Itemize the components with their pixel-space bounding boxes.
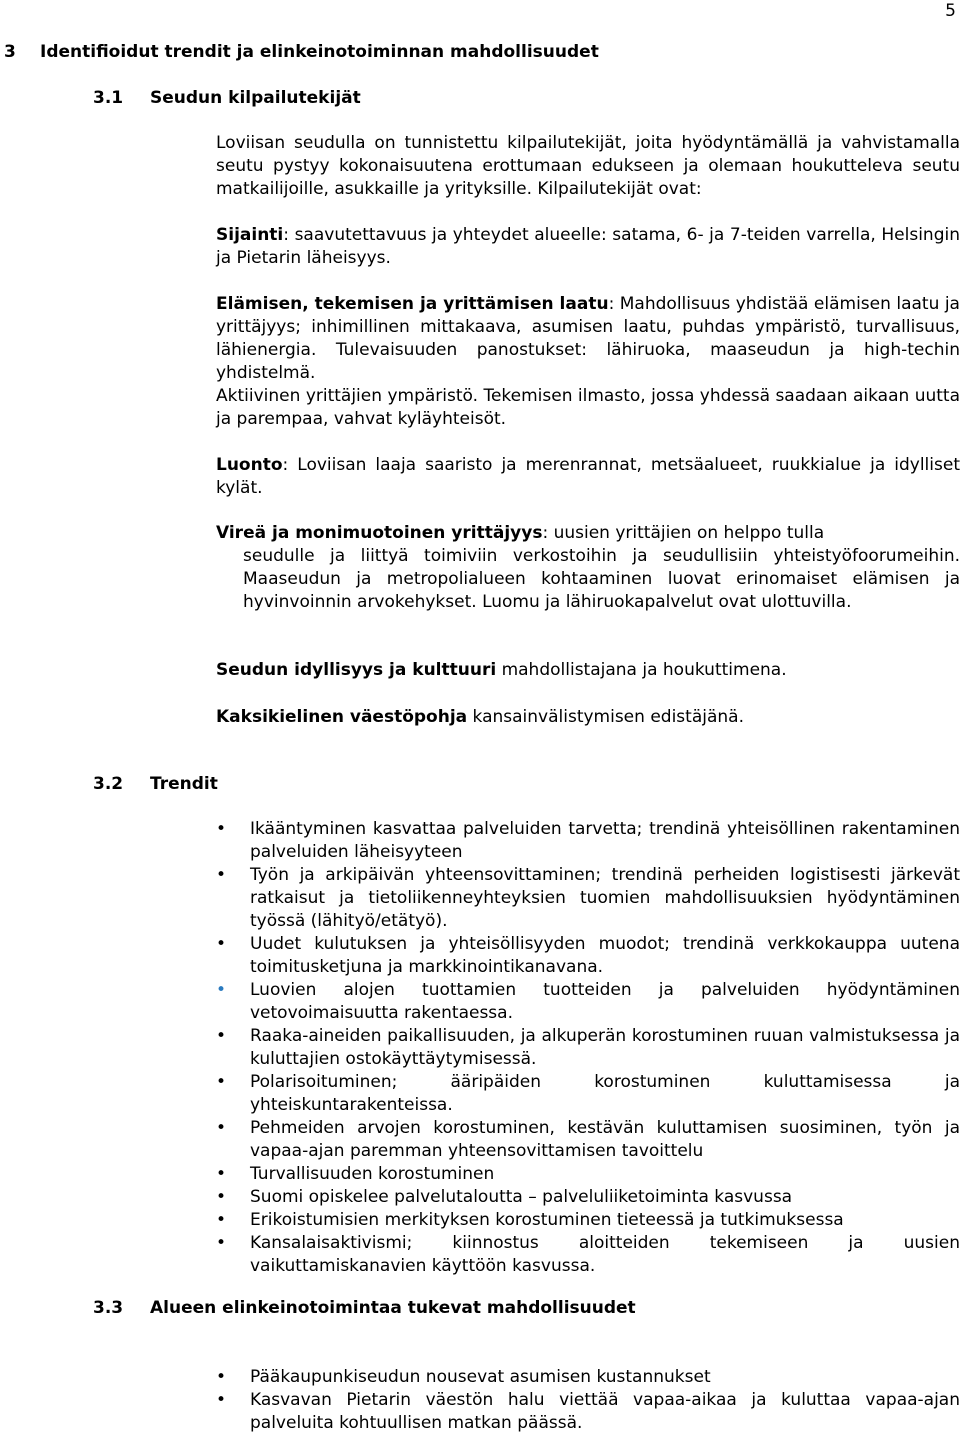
list-item: • Turvallisuuden korostuminen <box>216 1163 960 1186</box>
list-item: • Kasvavan Pietarin väestön halu viettää vapaa-aikaa ja kuluttaa vapaa-ajan palveluita kohtuullisen matkan päässä. <box>216 1389 960 1435</box>
list-item: • Erikoistumisien merkityksen korostuminen tieteessä ja tutkimuksessa <box>216 1209 960 1232</box>
section-title: Identifioidut trendit ja elinkeinotoiminnan mahdollisuudet <box>40 42 599 62</box>
sijainti-paragraph <box>216 224 960 270</box>
list-item: • Suomi opiskelee palvelutaloutta – palveluliiketoiminta kasvussa <box>216 1186 960 1209</box>
idyllisyys-paragraph <box>216 659 960 682</box>
page-number: 5 <box>945 1 956 21</box>
section-title: Trendit <box>150 774 218 794</box>
opportunity-list <box>216 1366 960 1435</box>
kaksikielinen-paragraph <box>216 706 960 729</box>
section-title: Alueen elinkeinotoimintaa tukevat mahdollisuudet <box>150 1298 636 1318</box>
list-item: • Ikääntyminen kasvattaa palveluiden tarvetta; trendinä yhteisöllinen rakentaminen palveluiden läheisyyteen <box>216 818 960 864</box>
list-item: • Kansalaisaktivismi; kiinnostus aloitteiden tekemiseen ja uusien vaikuttamiskanavien käyttöön kasvussa. <box>216 1232 960 1278</box>
luonto-label: Luonto <box>216 455 283 475</box>
virea-paragraph <box>216 522 960 614</box>
section-3-2-heading <box>93 773 218 796</box>
virea-text: : uusien yrittäjien on helppo tulla <box>542 523 825 543</box>
virea-text-continued: seudulle ja liittyä toimiviin verkostoihin ja seudullisiin yhteistyöfoorumeihin. Maaseudun ja metropolialueen kohtaaminen luovat erinomaiset elämisen ja hyvinvoinnin arvokehykset. Luomu ja lähiruokapalvelut ovat ulottuvilla. <box>243 546 960 612</box>
trend-list <box>216 818 960 1278</box>
section-number: 3.2 <box>93 774 124 794</box>
intro-paragraph: Loviisan seudulla on tunnistettu kilpailutekijät, joita hyödyntämällä ja vahvistamalla seutu pystyy kokonaisuutena erottumaan edukseen ja olemaan houkutteleva seutu matkailijoille, asukkaille ja yrityksille. Kilpailutekijät ovat: <box>216 133 960 199</box>
laatu-paragraph <box>216 293 960 385</box>
idyllisyys-text: mahdollistajana ja houkuttimena. <box>496 660 787 680</box>
kaksikielinen-text: kansainvälistymisen edistäjänä. <box>467 707 744 727</box>
laatu-text: : Mahdollisuus yhdistää elämisen laatu ja yrittäjyys; inhimillinen mittakaava, asumisen laatu, puhdas ympäristö, turvallisuus, lähienergia. Tulevaisuuden panostukset: lähiruoka, maaseudun ja high-techin yhdistelmä. <box>216 294 960 383</box>
list-item: • Pehmeiden arvojen korostuminen, kestävän kuluttamisen suosiminen, työn ja vapaa-ajan paremman yhteensovittamisen tavoittelu <box>216 1117 960 1163</box>
laatu-label: Elämisen, tekemisen ja yrittämisen laatu <box>216 294 609 314</box>
virea-label: Vireä ja monimuotoinen yrittäjyys <box>216 523 543 543</box>
section-number: 3.3 <box>93 1298 124 1318</box>
list-item: • Raaka-aineiden paikallisuuden, ja alkuperän korostuminen ruuan valmistuksessa ja kuluttajien ostokäyttäytymisessä. <box>216 1025 960 1071</box>
section-3-3-heading <box>93 1297 636 1320</box>
list-item: • Työn ja arkipäivän yhteensovittaminen; trendinä perheiden logistisesti järkevät ratkaisut ja tietoliikenneyhteyksien tuomien mahdollisuuksien hyödyntäminen työssä (lähityö/etätyö). <box>216 864 960 933</box>
luonto-paragraph <box>216 454 960 500</box>
laatu-paragraph-2: Aktiivinen yrittäjien ympäristö. Tekemisen ilmasto, jossa yhdessä saadaan aikaan uutta ja parempaa, vahvat kyläyhteisöt. <box>216 386 960 429</box>
luonto-text: : Loviisan laaja saaristo ja merenrannat, metsäalueet, ruukkialue ja idylliset kylät. <box>216 455 960 498</box>
list-item: • Uudet kulutuksen ja yhteisöllisyyden muodot; trendinä verkkokauppa uutena toimitusketjuna ja markkinointikanavana. <box>216 933 960 979</box>
section-3-heading <box>4 41 599 64</box>
list-item: • Pääkaupunkiseudun nousevat asumisen kustannukset <box>216 1366 960 1389</box>
section-3-1-heading <box>93 87 361 110</box>
sijainti-text: : saavutettavuus ja yhteydet alueelle: satama, 6- ja 7-teiden varrella, Helsingin ja Pietarin läheisyys. <box>216 225 960 268</box>
section-title: Seudun kilpailutekijät <box>150 88 361 108</box>
kaksikielinen-label: Kaksikielinen väestöpohja <box>216 707 468 727</box>
section-number: 3 <box>4 42 16 62</box>
list-item: • Polarisoituminen; ääripäiden korostuminen kuluttamisessa ja yhteiskuntarakenteissa. <box>216 1071 960 1117</box>
sijainti-label: Sijainti <box>216 225 284 245</box>
idyllisyys-label: Seudun idyllisyys ja kulttuuri <box>216 660 497 680</box>
section-number: 3.1 <box>93 88 124 108</box>
list-item: • Luovien alojen tuottamien tuotteiden ja palveluiden hyödyntäminen vetovoimaisuutta rakentaessa. <box>216 979 960 1025</box>
